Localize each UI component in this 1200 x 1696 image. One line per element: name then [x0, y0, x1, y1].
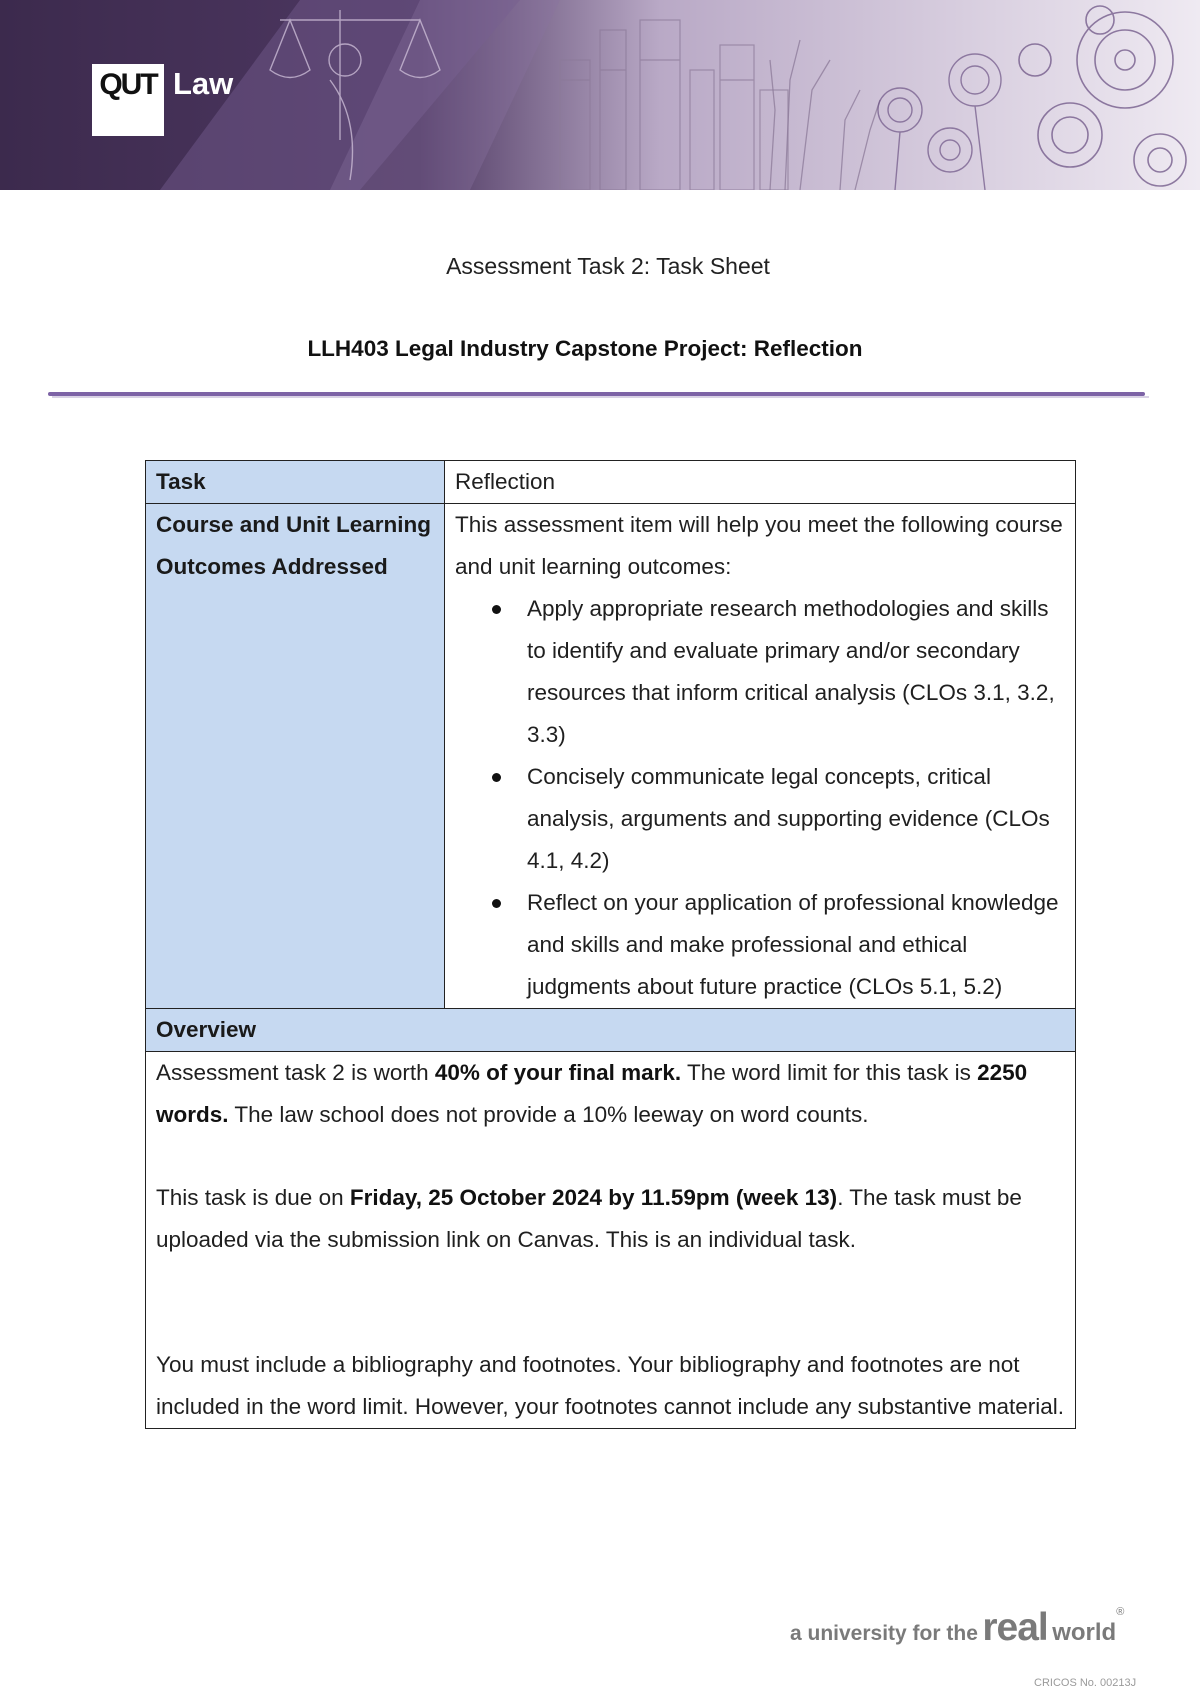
- overview-text: . The task must be uploaded via the submission link on Canvas. This is an individual task.: [156, 1185, 1022, 1252]
- outcomes-intro: This assessment item will help you meet the following course and unit learning outcomes:: [455, 512, 1063, 579]
- overview-text: The law school does not provide a 10% leeway on word counts.: [228, 1102, 869, 1127]
- table-row-overview-body: [146, 1052, 1076, 1429]
- tagline-small: a university for the: [790, 1622, 978, 1645]
- registered-mark: ®: [1116, 1606, 1125, 1618]
- outcome-item: Apply appropriate research methodologies and skills to identify and evaluate primary and/or secondary resources that inform critical analysis (CLOs 3.1, 3.2, 3.3): [527, 588, 1065, 756]
- table-row-task: [146, 461, 1076, 504]
- overview-paragraph-due-date: [156, 1177, 1065, 1261]
- overview-label: Overview: [146, 1009, 1076, 1052]
- outcome-item: Concisely communicate legal concepts, critical analysis, arguments and supporting evidence (CLOs 4.1, 4.2): [527, 756, 1065, 882]
- qut-logo: [92, 64, 164, 136]
- table-row-outcomes: [146, 504, 1076, 1009]
- table-row-overview-header: [146, 1009, 1076, 1052]
- due-date: Friday, 25 October 2024 by 11.59pm (week 13): [349, 1185, 838, 1210]
- overview-paragraph-weighting: [156, 1052, 1065, 1136]
- document-subtitle: Assessment Task 2: Task Sheet: [446, 253, 770, 279]
- cricos-number: CRICOS No. 00213J: [1034, 1677, 1137, 1689]
- task-label: Task: [146, 461, 445, 504]
- overview-paragraph-bibliography: You must include a bibliography and footnotes. Your bibliography and footnotes are not included in the word limit. However, your footnotes cannot include any substantive material.: [156, 1352, 1064, 1419]
- outcomes-list: [455, 588, 1065, 1008]
- outcome-item: Reflect on your application of professional knowledge and skills and make professional and ethical judgments about future practice (CLOs 5.1, 5.2): [527, 882, 1065, 1008]
- tagline-real: real: [982, 1606, 1048, 1649]
- task-table: [145, 460, 1076, 1429]
- footer-tagline: [790, 1606, 1124, 1650]
- overview-emphasis: 2250 words.: [156, 1060, 1028, 1127]
- document-title: LLH403 Legal Industry Capstone Project: Reflection: [307, 336, 863, 361]
- header-banner: [0, 0, 1200, 190]
- tagline-world: world: [1052, 1619, 1117, 1646]
- overview-text: The word limit for this task is: [681, 1060, 978, 1085]
- outcomes-label: Course and Unit Learning Outcomes Addressed: [146, 504, 445, 1009]
- overview-body: [146, 1052, 1076, 1429]
- overview-text: This task is due on: [156, 1185, 350, 1210]
- task-value: Reflection: [445, 461, 1076, 504]
- overview-emphasis: 40% of your final mark.: [434, 1060, 682, 1085]
- title-divider: [48, 390, 1145, 398]
- outcomes-cell: [445, 504, 1076, 1009]
- logo-mark: QUT: [99, 68, 157, 101]
- overview-text: Assessment task 2 is worth: [156, 1060, 435, 1085]
- logo-faculty-text: Law: [173, 66, 234, 101]
